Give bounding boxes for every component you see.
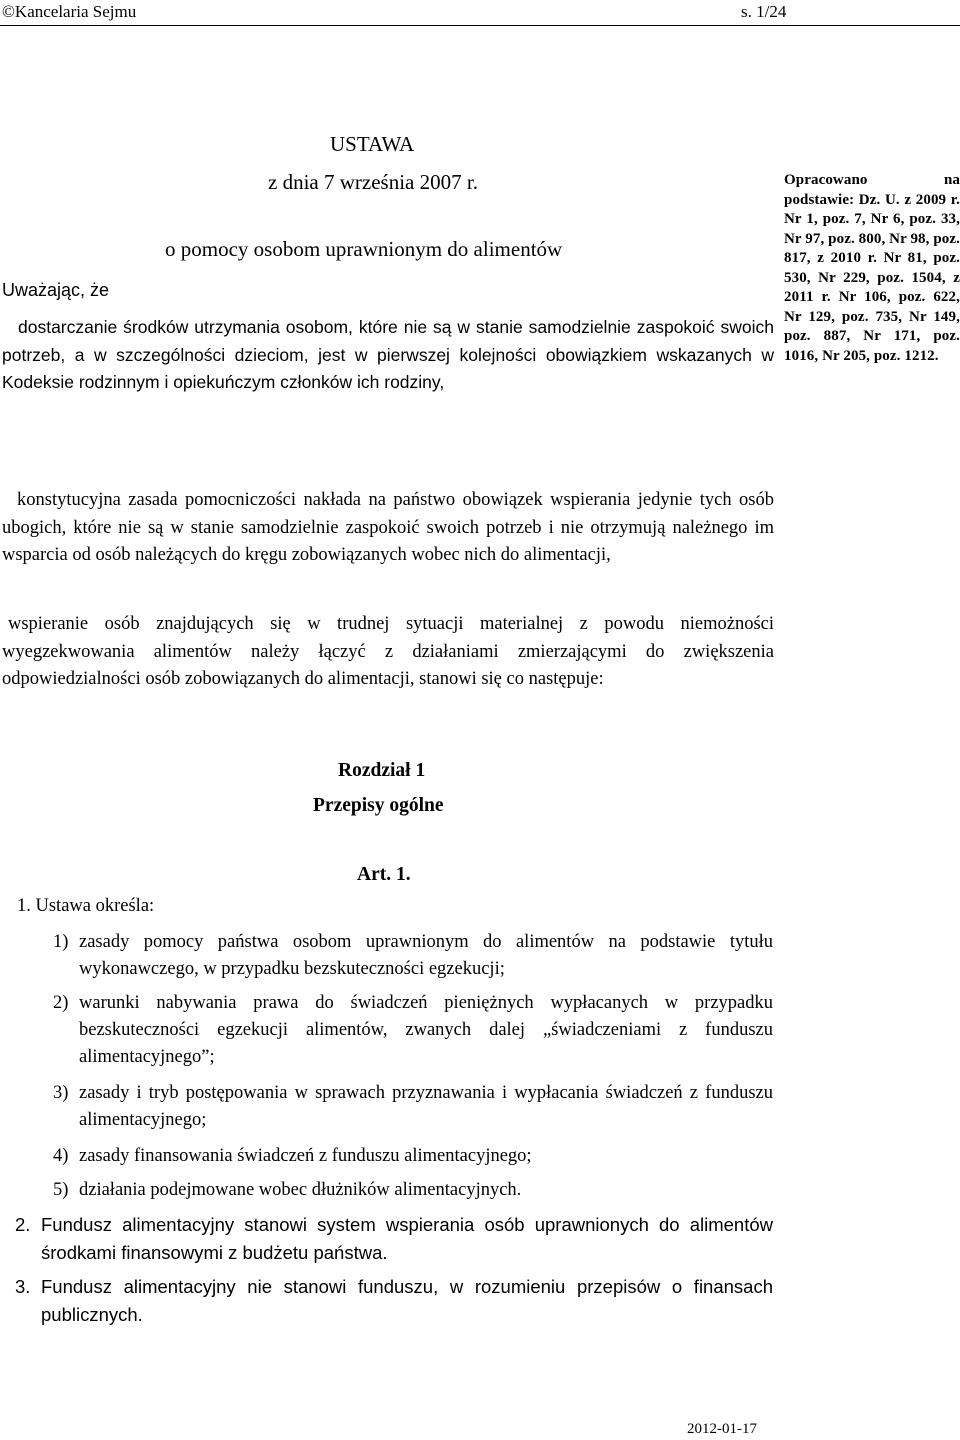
header-divider	[0, 25, 960, 26]
section-3-text: Fundusz alimentacyjny nie stanowi funduszu, w rozumieniu przepisów o finansach publicznych.	[41, 1276, 773, 1325]
section-3	[15, 1273, 773, 1328]
article-title: Art. 1.	[357, 864, 411, 885]
preamble-intro: Uważając, że	[2, 280, 110, 300]
section-2-number: 2.	[15, 1214, 31, 1235]
list-item-number: 1)	[53, 932, 69, 952]
act-date: z dnia 7 września 2007 r.	[268, 170, 478, 194]
preamble-paragraph-1: dostarczanie środków utrzymania osobom, które nie są w stanie samodzielnie zaspokoić swoich potrzeb, a w szczególności dzieciom, jest w pierwszej kolejności obowiązkiem wskazanych w Kodeksie rodzinnym i opiekuńczym członków ich rodziny,	[2, 317, 774, 392]
list-item-number: 3)	[53, 1083, 69, 1103]
list-item-text: warunki nabywania prawa do świadczeń pieniężnych wypłacanych w przypadku bezskuteczności egzekucji alimentów, zwanych dalej „świadczeniami z funduszu alimentacyjnego”;	[79, 993, 773, 1067]
list-item	[53, 990, 773, 1071]
header-publisher: ©Kancelaria Sejmu	[2, 2, 137, 21]
list-item-number: 2)	[53, 993, 69, 1013]
list-item	[53, 1080, 773, 1134]
list-item	[53, 1143, 773, 1170]
header-page-number: s. 1/24	[741, 2, 787, 21]
list-item-number: 4)	[53, 1146, 69, 1166]
act-type-title: USTAWA	[330, 132, 415, 156]
list-item	[53, 1177, 773, 1204]
list-item-text: zasady i tryb postępowania w sprawach przyznawania i wypłacania świadczeń z funduszu alimentacyjnego;	[79, 1083, 773, 1130]
preamble-paragraph-2: konstytucyjna zasada pomocniczości nakłada na państwo obowiązek wspierania jedynie tych osób ubogich, które nie są w stanie samodzielnie zaspokoić swoich potrzeb i nie otrzymują należnego im wsparcia od osób należących do kręgu zobowiązanych wobec nich do alimentacji,	[2, 490, 774, 565]
section-2-text: Fundusz alimentacyjny stanowi system wspierania osób uprawnionych do alimentów środkami finansowymi z budżetu państwa.	[41, 1214, 773, 1263]
section-3-number: 3.	[15, 1276, 31, 1297]
list-item-text: działania podejmowane wobec dłużników alimentacyjnych.	[79, 1180, 522, 1200]
chapter-number: Rozdział 1	[338, 760, 426, 781]
section-2	[15, 1211, 773, 1266]
preamble-paragraph-3: wspieranie osób znajdujących się w trudnej sytuacji materialnej z powodu niemożności wyegzekwowania alimentów należy łączyć z działaniami zmierzającymi do zwiększenia odpowiedzialności osób zobowiązanych do alimentacji, stanowi się co następuje:	[2, 614, 774, 689]
source-note: Opracowano na podstawie: Dz. U. z 2009 r. Nr 1, poz. 7, Nr 6, poz. 33, Nr 97, poz. 800, Nr 98, poz. 817, z 2010 r. Nr 81, poz. 530, Nr 229, poz. 1504, z 2011 r. Nr 106, poz. 622, Nr 129, poz. 735, Nr 149, poz. 887, Nr 171, poz. 1016, Nr 205, poz. 1212.	[784, 172, 960, 364]
section-1-intro: 1. Ustawa określa:	[17, 896, 155, 916]
footer-date: 2012-01-17	[687, 1421, 757, 1437]
list-item-number: 5)	[53, 1180, 69, 1200]
list-item-text: zasady pomocy państwa osobom uprawnionym do alimentów na podstawie tytułu wykonawczego, w przypadku bezskuteczności egzekucji;	[79, 932, 773, 979]
act-name: o pomocy osobom uprawnionym do alimentów	[165, 237, 563, 261]
list-item	[53, 929, 773, 983]
list-item-text: zasady finansowania świadczeń z funduszu alimentacyjnego;	[79, 1146, 532, 1166]
chapter-name: Przepisy ogólne	[313, 795, 444, 816]
